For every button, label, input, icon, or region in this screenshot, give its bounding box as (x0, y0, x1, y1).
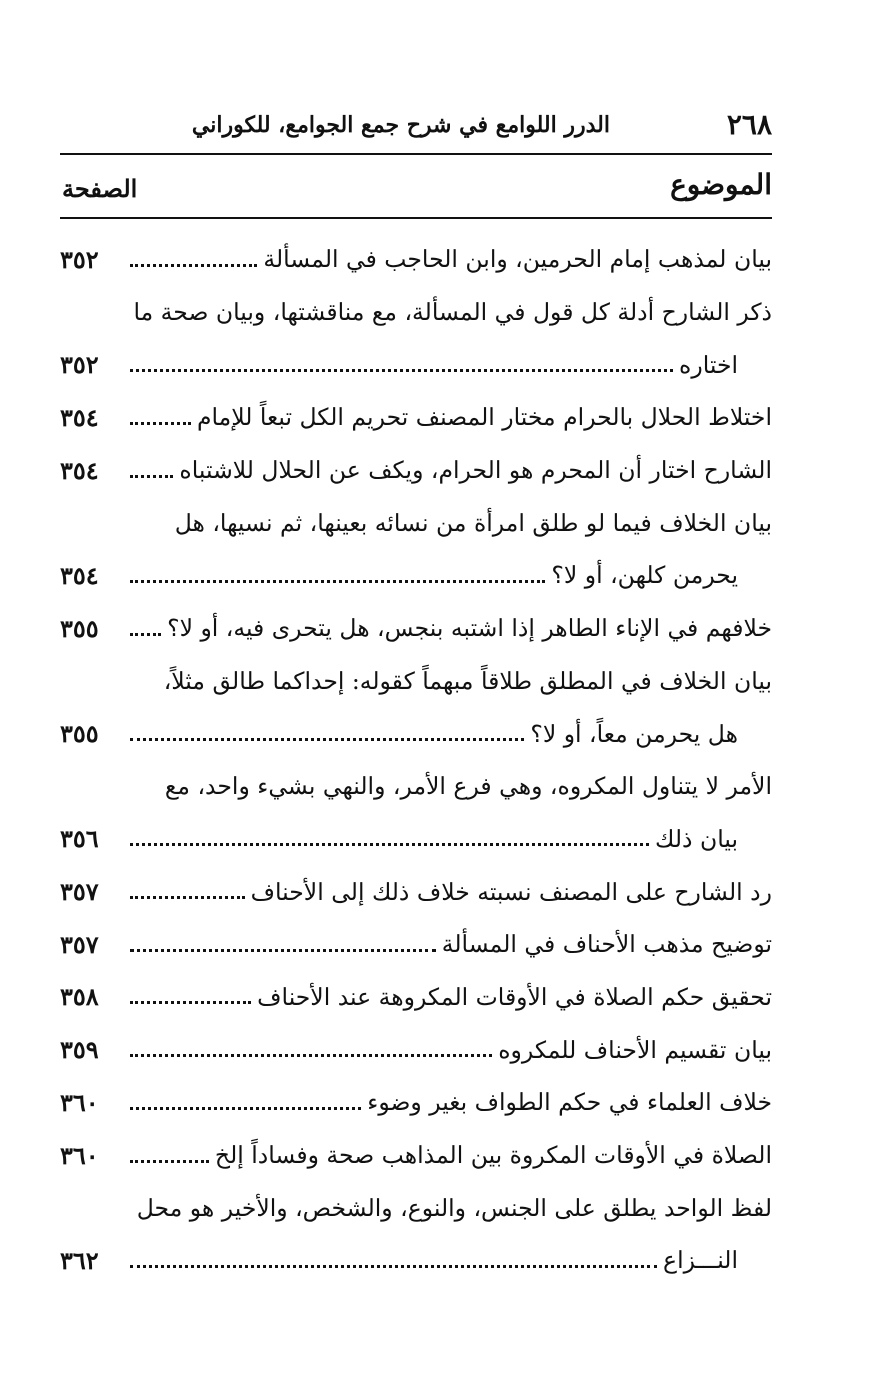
leader-dots (130, 422, 191, 425)
toc-entry-text: لفظ الواحد يطلق على الجنس، والنوع، والشخص، والأخير هو محل (136, 1193, 772, 1222)
toc-page-number: ٣٦٠ (60, 1140, 99, 1170)
toc-page-number: ٣٥٤ (60, 402, 99, 432)
leader-dots (130, 1265, 657, 1268)
toc-page-number: ٣٦٠ (60, 1087, 99, 1117)
toc-line (60, 602, 772, 655)
column-heading-rule (60, 217, 772, 219)
leader-dots (130, 1001, 251, 1004)
toc-entry-text: اختاره (679, 350, 738, 379)
topic-column-heading: الموضوع (670, 168, 772, 201)
toc-line (60, 286, 772, 339)
toc-entry-text: خلافهم في الإناء الطاهر إذا اشتبه بنجس، هل يتحرى فيه، أو لا؟ (167, 614, 772, 643)
leader-dots (130, 843, 649, 846)
toc-page-number: ٣٥٤ (60, 455, 99, 485)
leader-dots (130, 949, 436, 952)
toc-line (60, 707, 772, 760)
toc-entry-text: بيان الخلاف في المطلق طلاقاً مبهماً كقوله: إحداكما طالق مثلاً، (163, 666, 772, 695)
toc-page-number: ٣٥٨ (60, 982, 99, 1012)
toc-entry-text: بيان ذلك (655, 824, 738, 853)
header-rule (60, 153, 772, 155)
toc-entry-text: بيان لمذهب إمام الحرمين، وابن الحاجب في المسألة (263, 245, 772, 274)
toc-line (60, 1076, 772, 1129)
leader-dots (130, 1160, 209, 1163)
toc-page-number: ٣٥٢ (60, 244, 99, 274)
toc-line (60, 338, 772, 391)
leader-dots (130, 738, 524, 741)
toc-entry-text: يحرمن كلهن، أو لا؟ (551, 561, 738, 590)
toc-page-number: ٣٥٥ (60, 613, 99, 643)
toc-entry-text: هل يحرمن معاً، أو لا؟ (530, 719, 738, 748)
toc-page-number: ٣٥٧ (60, 877, 99, 907)
toc-line (60, 865, 772, 918)
leader-dots (130, 633, 161, 636)
toc-entry-text: اختلاط الحلال بالحرام مختار المصنف تحريم الكل تبعاً للإمام (196, 403, 772, 432)
page-number: ٢٦٨ (726, 108, 772, 141)
book-title: الدرر اللوامع في شرح جمع الجوامع، للكوراني (191, 112, 610, 138)
toc-page-number: ٣٦٢ (60, 1245, 99, 1275)
toc-entry-text: رد الشارح على المصنف نسبته خلاف ذلك إلى الأحناف (250, 877, 772, 906)
leader-dots (130, 369, 673, 372)
toc-line (60, 549, 772, 602)
leader-dots (130, 1107, 361, 1110)
toc-line (60, 971, 772, 1024)
toc-line (60, 496, 772, 549)
toc-page-number: ٣٥٥ (60, 719, 99, 749)
toc-line (60, 655, 772, 708)
toc-line (60, 813, 772, 866)
toc-entry-text: بيان تقسيم الأحناف للمكروه (498, 1035, 772, 1064)
toc-line (60, 1181, 772, 1234)
toc-entry-text: ذكر الشارح أدلة كل قول في المسألة، مع مناقشتها، وبيان صحة ما (133, 298, 772, 327)
toc-line (60, 760, 772, 813)
toc-entry-text: الشارح اختار أن المحرم هو الحرام، ويكف عن الحلال للاشتباه (179, 456, 772, 485)
toc-line (60, 1023, 772, 1076)
toc-line (60, 233, 772, 286)
table-of-contents (60, 233, 772, 1287)
toc-line (60, 391, 772, 444)
toc-page-number: ٣٥٢ (60, 350, 99, 380)
toc-entry-text: بيان الخلاف فيما لو طلق امرأة من نسائه بعينها، ثم نسيها، هل (174, 508, 772, 537)
toc-entry-text: توضيح مذهب الأحناف في المسألة (441, 930, 772, 959)
running-header (60, 108, 772, 148)
toc-line (60, 1129, 772, 1182)
toc-page-number: ٣٥٧ (60, 929, 99, 959)
leader-dots (130, 896, 245, 899)
toc-entry-text: الأمر لا يتناول المكروه، وهي فرع الأمر، والنهي بشيء واحد، مع (164, 772, 772, 801)
page-column-heading: الصفحة (62, 174, 138, 203)
toc-line (60, 444, 772, 497)
toc-entry-text: النـــزاع (663, 1246, 738, 1275)
toc-entry-text: خلاف العلماء في حكم الطواف بغير وضوء (367, 1088, 772, 1117)
toc-line (60, 918, 772, 971)
toc-line (60, 1234, 772, 1287)
leader-dots (130, 1054, 492, 1057)
toc-page-number: ٣٥٩ (60, 1035, 99, 1065)
toc-entry-text: تحقيق حكم الصلاة في الأوقات المكروهة عند الأحناف (257, 982, 772, 1011)
leader-dots (130, 580, 545, 583)
toc-page-number: ٣٥٤ (60, 560, 99, 590)
toc-page-number: ٣٥٦ (60, 824, 99, 854)
toc-entry-text: الصلاة في الأوقات المكروة بين المذاهب صحة وفساداً إلخ (214, 1141, 772, 1170)
leader-dots (130, 264, 257, 267)
leader-dots (130, 475, 173, 478)
